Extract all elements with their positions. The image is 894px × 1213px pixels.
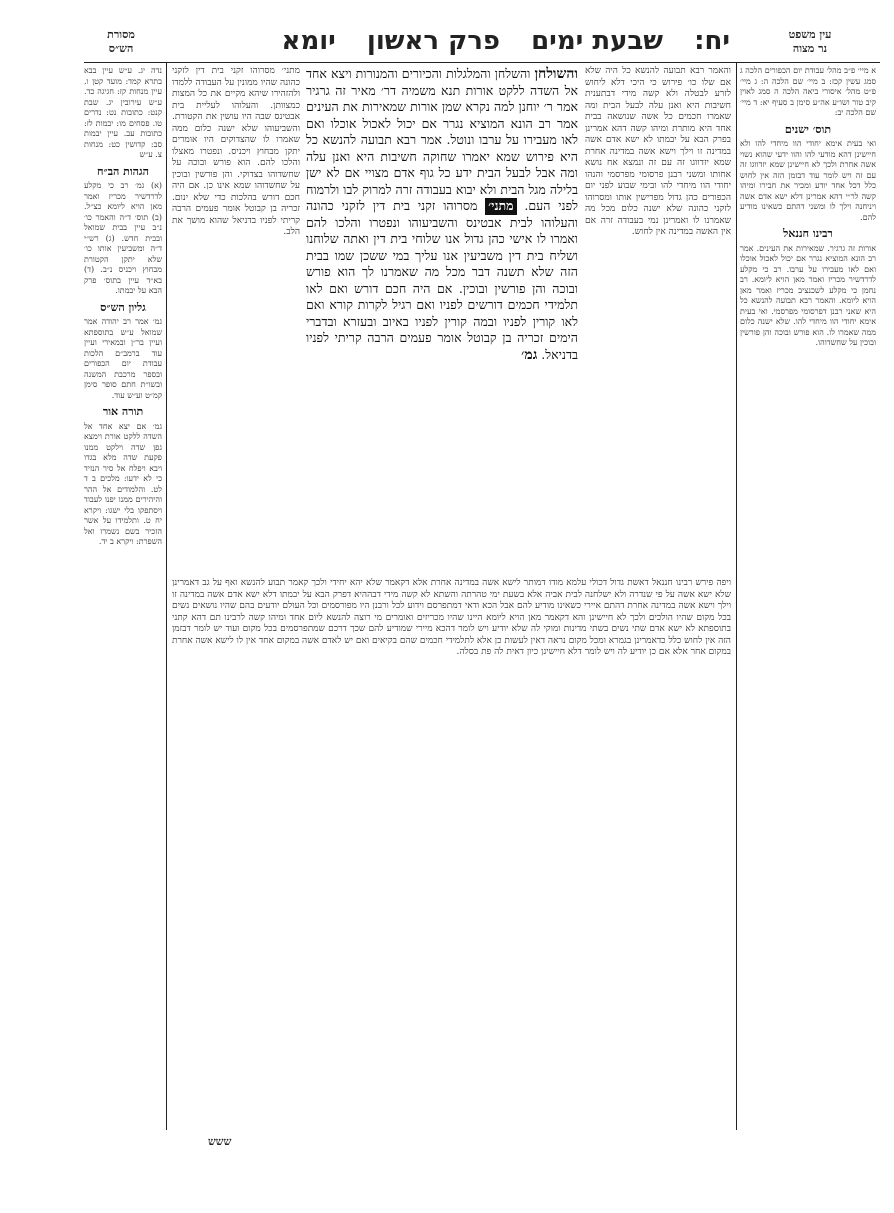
masoret-hashas-title: מסורת הש״ס bbox=[107, 28, 135, 55]
tractate-name: יומא bbox=[281, 26, 336, 56]
mishnah-label: מתני׳ bbox=[485, 198, 516, 215]
tosafot-yeshanim-text: ואי בעית אימא יחודי הוו מיחדי להו ולא חיישינן דהא מודעי להו והוו ידעי שהוא נשוי אשה אחרת ולכך לא חיישינן שמא יזדווגו זה עם זה ויש לומר עוד דבזמן הזה אין לחוש כלל דכל אחד יודע ומכיר את חבירו ומיהו קשה לר״י דהא אמרינן דלא ישא אדם אשה ויניחנה וילך לו ומשני דהתם כשאינו מודיע להם. bbox=[740, 139, 876, 222]
header-rule bbox=[84, 62, 880, 63]
rashi-commentary bbox=[172, 66, 300, 571]
bach-text: (א) גמ׳ רב כי מקלע לדרדשיר מכריז ואמר מאן הויא ליומא כצ״ל. (ב) תוס׳ ד״ה והאמר כו׳ נ״ב עיין בבית שמואל ובבית חדש. (ג) רש״י ד״ה ומשביעין אותו כו׳ שלא יתקן הקטורת מבחוץ ויכניס נ״ב. (ד) בא״ד עיין בתוס׳ פרק הבא על יבמתו. bbox=[84, 181, 162, 295]
tosafot-yeshanim-title: תוס׳ ישנים bbox=[784, 122, 832, 136]
left-margin-divider bbox=[166, 62, 167, 1130]
bach-title: הגהות הב״ח bbox=[97, 164, 149, 178]
gilyon-title: גליון הש״ס bbox=[100, 300, 146, 314]
main-text-3: אם היה חכם דורש ואם לאו תלמידי חכמים דורשים לפניו ואם רגיל לקרות קורא ואם לאו קורין לפניו ובמה קורין לפניו באיוב ובעזרא ובדברי הימים זכריה בן קבוטל אומר פעמים הרבה קריתי לפניו בדניאל. bbox=[306, 280, 578, 362]
tosafot-text: והאמר רבא תבועה להנשא כל היה שלא אם שלו כו׳ פירוש כי היכי דלא ליחוש לזרע לבטלה ולא קשה מידי דבתענית חשיבות היא ואנן עלה לבעל הבית ומה שאמרו חכמים כל אשה שנושאה בבית אחד היא מותרת ומיהו קשה דהא אמרינן בפרק הבא על יבמתו לא ישא אדם אשה במדינה זו וילך וישא אשה במדינה אחרת שמא יזדווגו זה עם זה ונמצא אח נושא אחותו ומשני רבנן פרסומי מפרסמי והנהו יחודי הוו מיחדי להו ובימי שבוע לפני יום הכפורים כהן גדול מפרישין אותו ומסרוהו לזקני כהונה שלא ישנה כלום מכל מה שאמרנו לו ואמרינן נמי בעבודה זרה אם אין האשה במדינה אין לחוש. bbox=[585, 66, 731, 237]
mishnah-text: מסרוהו זקני בית דין לזקני כהונה והעלוהו לבית אבטינס והשביעוהו ונפטרו והלכו להם ואמרו לו אישי כהן גדול אנו שלוחי בית דין ואתה שלוחנו ושליח בית דין משביעין אנו עליך במי ששכן שמו בבית הזה שלא תשנה דבר מכל מה שאמרנו לך הוא פורש ובוכה והן פורשין ובוכין. bbox=[306, 198, 578, 296]
page-label: יח: bbox=[694, 26, 730, 56]
chananel-title: רבינו חננאל bbox=[783, 227, 833, 240]
chapter-name: פרק ראשון bbox=[366, 26, 501, 56]
main-text-1: והשלחן והמלגלות והכיורים והמנורות ויצא אחד אל השדה ללקט אורות תנא משמיה דר׳ מאיר זה גרגיר אמר ר׳ יוחנן למה נקרא שמן אורות שמאירות את העינים אמר רב הונא המוציא נגרר אם יכול לאכול אוכלו ואם לאו מעבירו על ערבו ונוטל. bbox=[306, 66, 578, 147]
main-text-2: אמר רבא תבועה להנשא כל היא פירוש שמא יאמרו שחוקה חשיבות היא ואנן עלה ומה אבל לבעל הבית ידע כל גוף אדם מצויי אם לא ישן בלילה מגל הבית ולא יבוא בעבודה זרה למרוק לבו ולרמוח לפני העם. bbox=[306, 132, 578, 213]
chananel-text: אורות זה גרגיר. שמאירות את העינים. אמר רב הונא המוציא נגרר אם יכול לאכול אוכלו ואם לאו מעבירו על ערבו. רב כי מקלע לדרדשיר מכריז ואמר מאן הויא ליומא. רב נחמן כי מקלע לשכנציב מכריז ואמר מאן הויא ליומא. והאמר רבא תבועה להנשא כל היא שאני רבנן דפרסומי מפרסמי. ואי בעית אימא יחודי הוו מיחדי להו. שלא ישנה כלום ממה שאמרו לו. הוא פורש ובוכה והן פורשין ובוכין על שחשדוהו. bbox=[740, 243, 876, 347]
torah-or-title: תורה אור bbox=[102, 405, 144, 418]
perek-name: שבעת ימים bbox=[531, 26, 664, 56]
torah-or-text: גמ׳ אם יצא אחד אל השדה ללקט אורת וימצא גפן שדה וילקט ממנו פקעת שדה מלא בגדו ויבא ויפלח אל סיר הנזיד כי לא ידעו: מלכים ב ד לט. והלמודים אל ההר והיהירים ממנו יפנו לעבוד ויסתפקו בלי ישגו: ויקרא יח ט. ותלמידו על אשר הזכיר בשם נשמרו ואל השפרת: ויקרא ב יד. bbox=[84, 421, 162, 546]
right-margin-divider bbox=[736, 62, 737, 1130]
left-margin bbox=[84, 66, 162, 1128]
tosafot-commentary bbox=[585, 66, 731, 571]
running-header bbox=[250, 26, 730, 56]
page-header bbox=[0, 22, 894, 62]
masoret-text: נדה יג. ע״ש עיין בבא בתרא קמד: מועד קטן ו. עיין מנחות קז: חגיגה כד. ע״ש עירובין יג. שבת קנט: כתובות נט: נדרים טו. פסחים מו: יבמות לז: כתובות עב. עיין יבמות סב: קדושין כט: מנחות צ. ע״ש bbox=[84, 66, 162, 159]
right-margin bbox=[740, 66, 876, 1128]
gemara-main-text bbox=[306, 66, 578, 571]
rashi-text: מתני׳ מסרוהו זקני בית דין לזקני כהונה שהיו ממונין על העבודה ללמדו ולהזהירו שיהא מקיים את כל המצות כמצוותן. והעלוהו לעליית בית אבטינס שבה היו עושין את הקטורת. והשביעוהו שלא ישנה כלום ממה שאמרו לו שהצדוקים היו אומרים יתקן מבחוץ ויכניס. ונפטרו מאצלו והלכו להם. הוא פורש ובוכה על שחשדוהו בצדוקי. והן פורשין ובוכין על שחשדוהו שמא אינו כן. אם היה חכם דורש בהלכות כדי שלא ינום. זכריה בן קבוטל אומר פעמים הרבה קריתי לפניו בדניאל שהוא מושך את הלב. bbox=[172, 66, 300, 237]
main-lead-word: והשולחן bbox=[534, 66, 578, 82]
gilyon-text: גמ׳ אמר רב יהודה אמר שמואל ע״ש בתוספתא ועיין בר״ן ובמאירי ועיין עוד ברמב״ם הלכות עבודת יום הכפורים ובספר מרכבת המשנה ובשו״ת חתם סופר סימן קמ״ט וע״ש עוד. bbox=[84, 317, 162, 400]
gemara-label: גמ׳ bbox=[521, 346, 538, 363]
ein-mishpat-title: עין משפט נר מצוה bbox=[788, 28, 832, 55]
bottom-commentary-text: ויפה פירש רבינו חננאל דאשת גדול דכולי עלמא מודו דמותר לישא אשה במדינה אחרת אלא דקאמר שלא יהא יחידי ולכך קאמר תבוע להנשא ואף על גב דאמרינן שלא ישא אשה על פי שנדרה ולא ישלחנה לבית אביה אלא בשעת ימי טהרתה והשתא לא קשה מידי דבההיא דפרק הבא על יבמתו דלא ישא אדם אשה במדינה זו וילך וישא אשה במדינה אחרת דהתם איירי כשאינו מודיע להם אבל הכא ודאי דמתפרסם וידוע לכל ורבנן היו מפורסמים וכל העולם יודעים בהם שהיו נושאים נשים בכל מקום שהיו הולכים ולכך לא חיישינן והא דקאמר מאן הויא ליומא היינו שהיו מכריזים ואומרים מי רוצה להנשא ליום אחד ומיהו קשה לרבינו תם דהא קתני בתוספתא לא ישא אדם שתי נשים בשתי מדינות ומוקי לה שלא יודיע ויש לומר דהכא מיירי שמודיע להם שכך דרכם שמתפרסמים בכל מקום ועוד יש לומר דבזמן הזה אין לחוש כלל כדאמרינן בגמרא ומכל מקום נראה דאין לעשות כן אלא לתלמידי חכמים שהם בקיאים ואם יש לאדם אשה במקום אחד אין לו לישא אשה אחרת במקום אחר אלא אם כן יודיע לה ויש לומר דלא חיישינן כיון דאית לה פת בסלה. bbox=[172, 578, 731, 657]
catchword: ששש bbox=[208, 1135, 232, 1148]
ein-mishpat-text: א מיי׳ פ״ב מהל׳ עבודת יום הכפורים הלכה ג סמג עשין קכז: ב מיי׳ שם הלכה ה: ג מיי׳ פ״ט מהל׳ איסורי ביאה הלכה ה סמג לאוין קיב טור ושו״ע אה״ע סימן ב סעיף יא: ד מיי׳ שם הלכה יב: bbox=[740, 66, 876, 117]
bottom-commentary bbox=[172, 578, 731, 1128]
